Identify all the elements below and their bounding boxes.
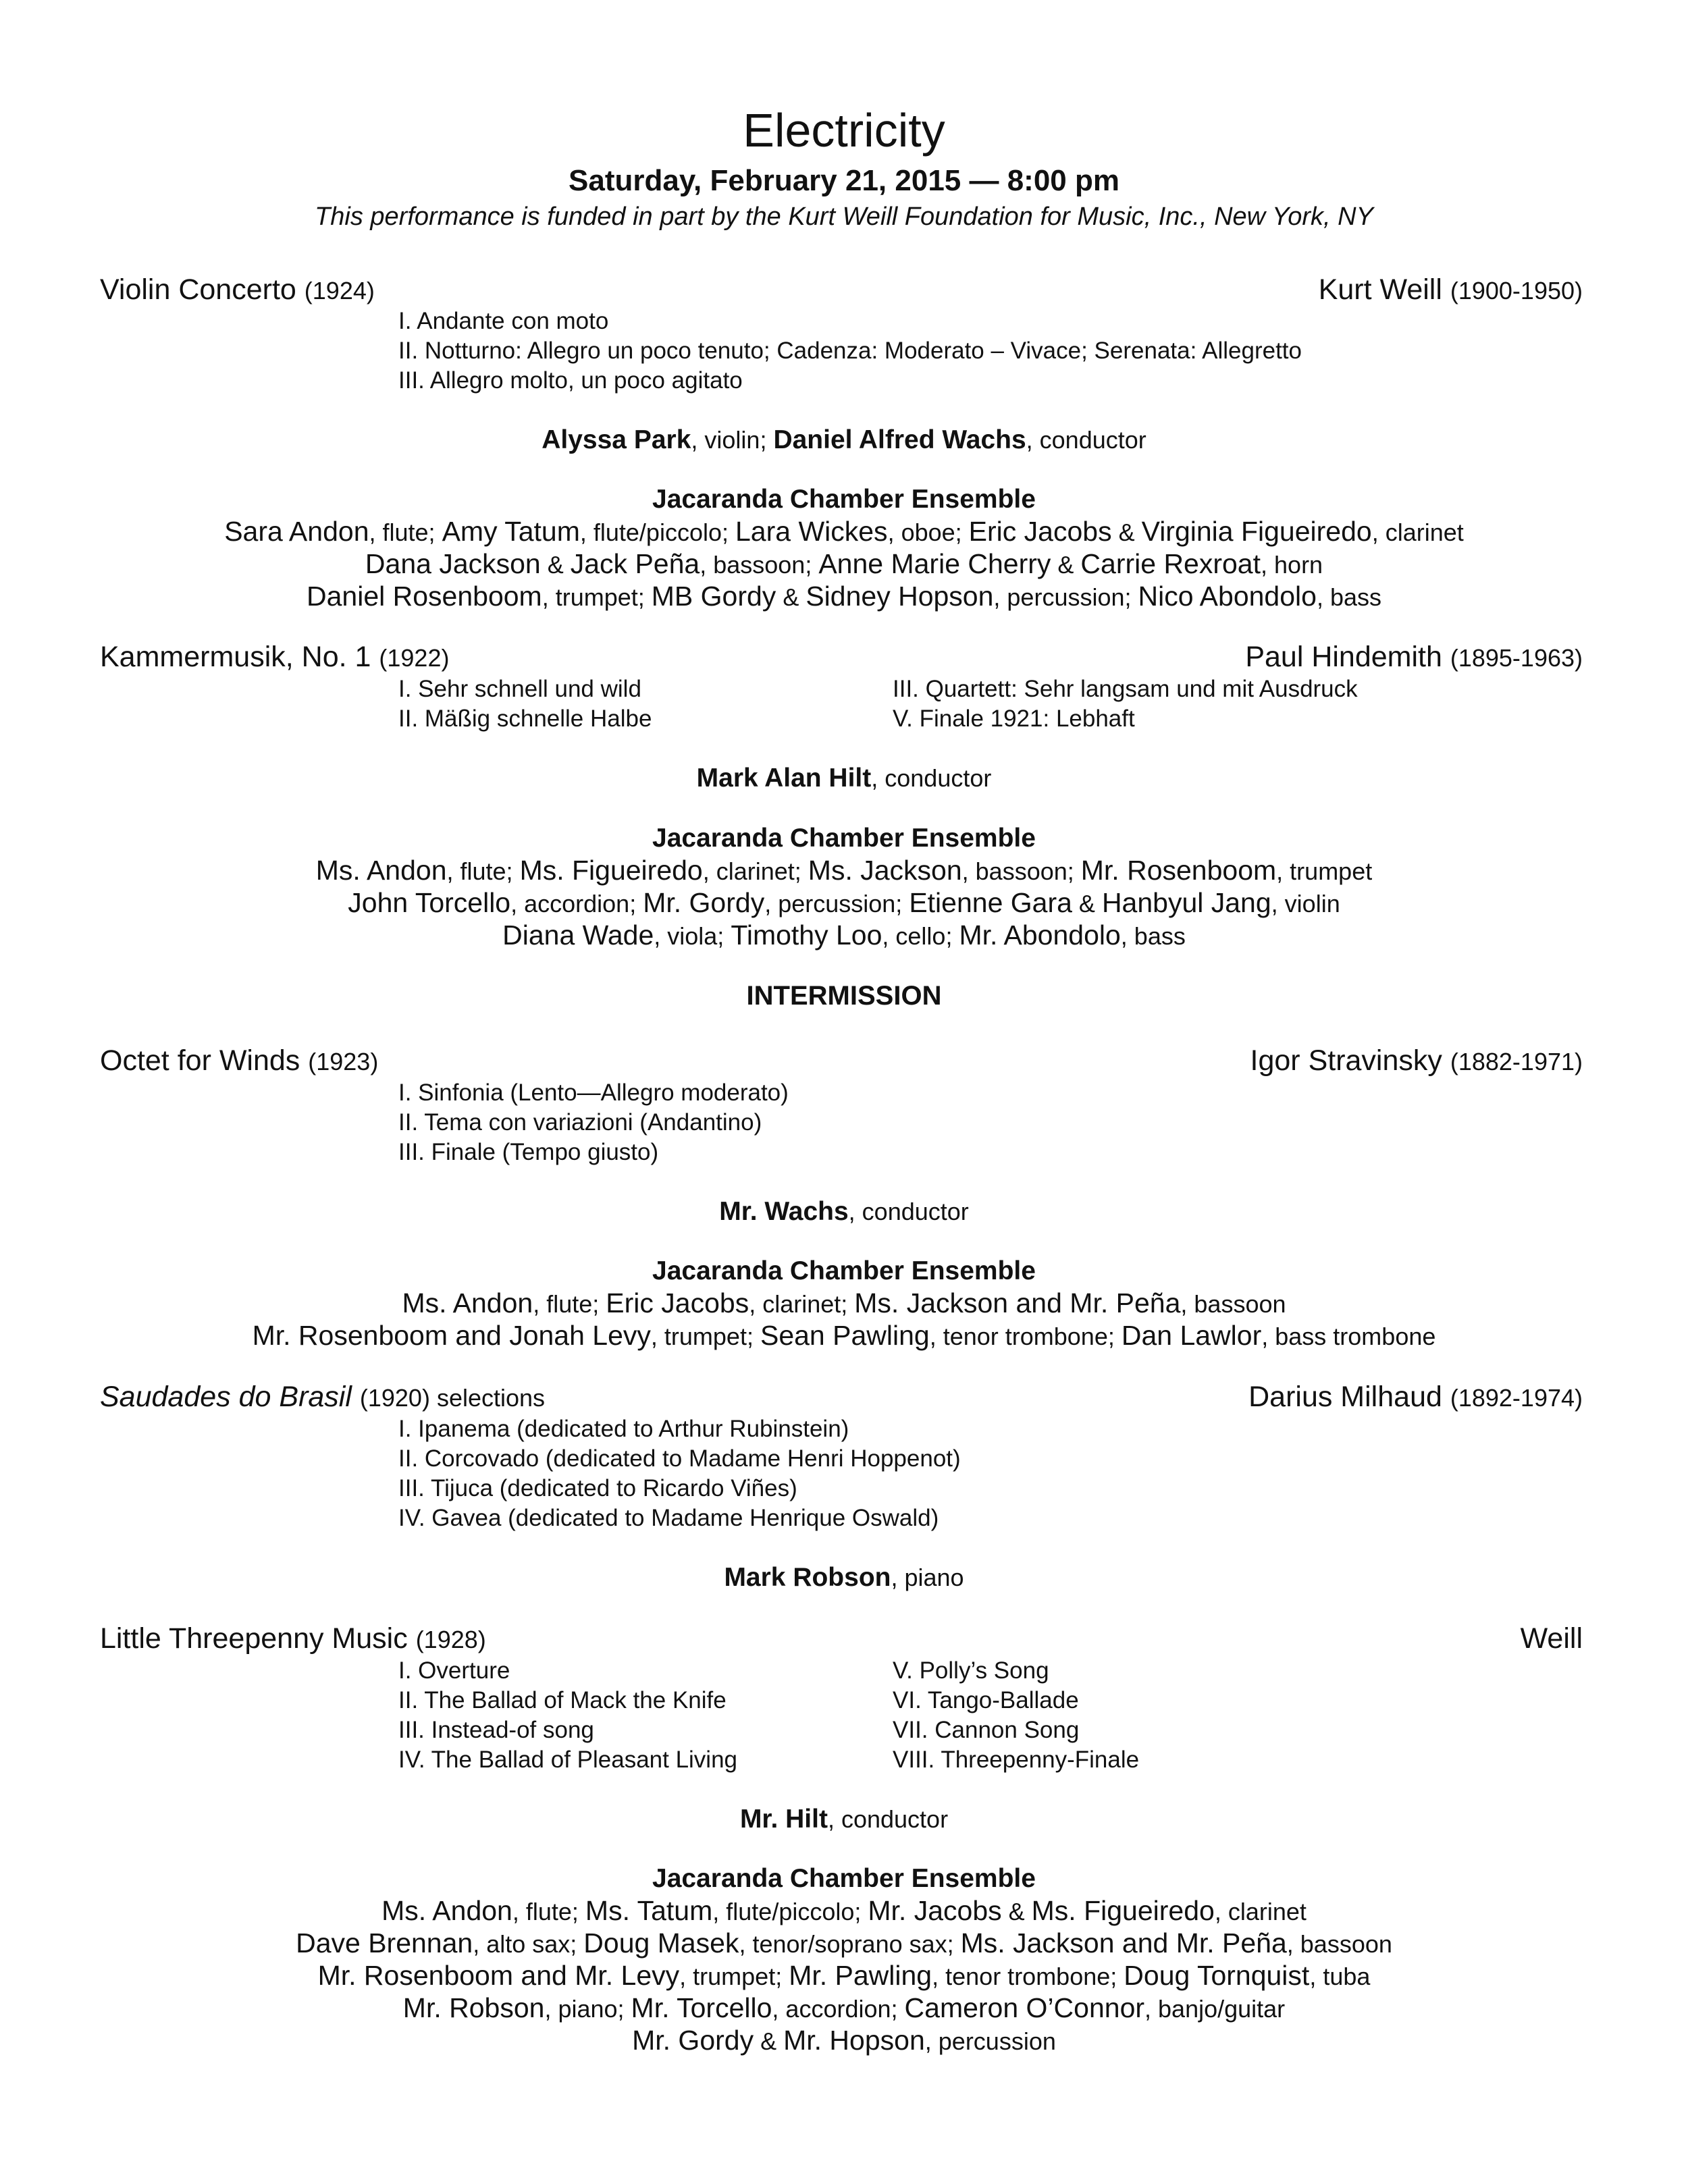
musician-name: Mr. Rosenboom and Mr. Levy xyxy=(317,1960,680,1991)
instrument: , trumpet xyxy=(1276,857,1373,885)
intermission-heading: INTERMISSION xyxy=(746,981,942,1011)
musician-name: Carrie Rexroat xyxy=(1080,548,1261,579)
musician-name: Dave Brennan xyxy=(296,1927,473,1959)
ensemble-heading: Jacaranda Chamber Ensemble xyxy=(652,485,1036,514)
musician-name: Doug Tornquist xyxy=(1124,1960,1310,1991)
instrument: , horn xyxy=(1261,551,1323,579)
work-title: Saudades do Brasil xyxy=(100,1381,352,1413)
musician-name: Jack Peña xyxy=(570,548,700,579)
composer-line xyxy=(1248,1383,1583,1412)
roster-line xyxy=(0,518,1688,545)
instrument: , tenor/soprano sax; xyxy=(739,1930,961,1958)
instrument: , viola; xyxy=(654,922,731,950)
movement: V. Finale 1921: Lebhaft xyxy=(893,705,1135,732)
instrument: , bass xyxy=(1316,583,1381,611)
musician-name: Daniel Rosenboom xyxy=(307,581,542,612)
musician-name: Amy Tatum xyxy=(442,516,580,547)
musician-name: Sara Andon xyxy=(224,516,369,547)
work-title: Little Threepenny Music xyxy=(100,1622,408,1655)
musician-name: MB Gordy xyxy=(651,581,776,612)
composer-line xyxy=(1245,643,1583,672)
instrument: , bassoon xyxy=(1286,1930,1392,1958)
movement: VI. Tango-Ballade xyxy=(893,1687,1079,1713)
composer-line xyxy=(1319,275,1583,304)
musician-name: Mr. Jacobs xyxy=(868,1895,1002,1926)
instrument: & xyxy=(1001,1898,1032,1925)
instrument: , clarinet; xyxy=(702,857,808,885)
performer-role: , violin; xyxy=(691,426,774,454)
instrument: , bass trombone xyxy=(1261,1323,1436,1350)
musician-name: Hanbyul Jang xyxy=(1101,887,1271,918)
instrument: , alto sax; xyxy=(473,1930,584,1958)
work-title-line xyxy=(100,643,449,672)
musician-name: Lara Wickes xyxy=(735,516,888,547)
roster-line xyxy=(0,583,1688,610)
performer-name: Mr. Wachs xyxy=(719,1197,849,1226)
composer-name: Darius Milhaud xyxy=(1248,1381,1442,1413)
musician-name: Virginia Figueiredo xyxy=(1141,516,1372,547)
musician-name: Ms. Jackson and Mr. Peña xyxy=(854,1287,1181,1319)
roster-line xyxy=(0,1994,1688,2022)
composer-name: Igor Stravinsky xyxy=(1250,1044,1442,1077)
work-year: (1923) xyxy=(308,1048,379,1075)
roster-line xyxy=(0,550,1688,578)
performer-role: , conductor xyxy=(848,1198,969,1225)
instrument: , accordion; xyxy=(772,1995,905,2023)
work-title-line xyxy=(100,1383,545,1412)
composer-name: Kurt Weill xyxy=(1318,273,1442,306)
musician-name: Sean Pawling xyxy=(760,1320,930,1351)
instrument: , trumpet; xyxy=(679,1963,789,1990)
movement: III. Instead-of song xyxy=(398,1717,594,1743)
movement: VII. Cannon Song xyxy=(893,1717,1080,1743)
instrument: , percussion xyxy=(924,2027,1056,2055)
ensemble-heading: Jacaranda Chamber Ensemble xyxy=(652,1256,1036,1285)
roster-line xyxy=(0,1929,1688,1957)
instrument: & xyxy=(754,2027,784,2055)
instrument: , bassoon; xyxy=(961,857,1081,885)
performer-name: Alyssa Park xyxy=(542,425,691,454)
roster-line xyxy=(0,2027,1688,2054)
instrument: , flute/piccolo; xyxy=(579,518,735,546)
work-title: Kammermusik, No. 1 xyxy=(100,641,371,673)
musician-name: Timothy Loo xyxy=(731,920,882,951)
instrument: , accordion; xyxy=(510,890,643,917)
performers-line xyxy=(0,1198,1688,1225)
ensemble-heading: Jacaranda Chamber Ensemble xyxy=(652,1864,1036,1893)
movement: II. Tema con variazioni (Andantino) xyxy=(398,1109,762,1136)
performer-name: Mr. Hilt xyxy=(739,1805,828,1834)
composer-name: Weill xyxy=(1520,1622,1583,1655)
musician-name: Eric Jacobs xyxy=(606,1287,749,1319)
performer-role: , conductor xyxy=(871,764,992,792)
movement: I. Sinfonia (Lento—Allegro moderato) xyxy=(398,1080,789,1106)
movement: II. Corcovado (dedicated to Madame Henri Hoppenot) xyxy=(398,1445,961,1472)
work-title-line xyxy=(100,275,375,304)
instrument: , tenor trombone; xyxy=(929,1323,1122,1350)
movement: VIII. Threepenny-Finale xyxy=(893,1747,1140,1773)
musician-name: Ms. Jackson xyxy=(808,855,962,886)
program-title: Electricity xyxy=(743,104,945,157)
instrument: , flute; xyxy=(446,857,520,885)
work-title: Octet for Winds xyxy=(100,1044,300,1077)
performer-role: , conductor xyxy=(827,1805,949,1833)
instrument: & xyxy=(776,583,806,611)
instrument: , cello; xyxy=(882,922,959,950)
instrument: , bass xyxy=(1120,922,1186,950)
work-title: Violin Concerto xyxy=(100,273,296,306)
instrument: , flute; xyxy=(512,1898,585,1925)
musician-name: Ms. Andon xyxy=(315,855,447,886)
movement: III. Allegro molto, un poco agitato xyxy=(398,367,743,394)
musician-name: Eric Jacobs xyxy=(968,516,1112,547)
composer-line xyxy=(1250,1046,1583,1075)
musician-name: Mr. Gordy xyxy=(632,2025,754,2056)
musician-name: Mr. Abondolo xyxy=(959,920,1121,951)
movement: II. Mäßig schnelle Halbe xyxy=(398,705,652,732)
roster-line xyxy=(0,857,1688,884)
instrument: , flute; xyxy=(369,518,442,546)
work-extra: selections xyxy=(429,1384,546,1412)
instrument: , tuba xyxy=(1309,1963,1371,1990)
musician-name: Mr. Rosenboom and Jonah Levy xyxy=(252,1320,651,1351)
movement: IV. Gavea (dedicated to Madame Henrique Oswald) xyxy=(398,1505,939,1531)
musician-name: Sidney Hopson xyxy=(806,581,994,612)
composer-dates: (1882-1971) xyxy=(1450,1048,1583,1075)
instrument: , flute/piccolo; xyxy=(712,1898,868,1925)
roster-line xyxy=(0,1962,1688,1990)
composer-dates: (1895-1963) xyxy=(1450,644,1583,672)
performer-name: Mark Robson xyxy=(724,1563,891,1592)
composer-dates: (1900-1950) xyxy=(1450,277,1583,304)
instrument: , clarinet xyxy=(1371,518,1464,546)
composer-name: Paul Hindemith xyxy=(1245,641,1442,673)
work-year: (1928) xyxy=(415,1626,486,1653)
musician-name: Ms. Figueiredo xyxy=(1031,1895,1215,1926)
instrument: , banjo/guitar xyxy=(1144,1995,1286,2023)
instrument: & xyxy=(1072,890,1102,917)
musician-name: Etienne Gara xyxy=(909,887,1072,918)
musician-name: Mr. Hopson xyxy=(783,2025,925,2056)
instrument: , tenor trombone; xyxy=(932,1963,1124,1990)
roster-line xyxy=(0,922,1688,949)
musician-name: Dana Jackson xyxy=(365,548,541,579)
instrument: & xyxy=(1111,518,1142,546)
musician-name: John Torcello xyxy=(348,887,511,918)
instrument: , oboe; xyxy=(887,518,969,546)
instrument: , trumpet; xyxy=(650,1323,760,1350)
movement: III. Quartett: Sehr langsam und mit Ausdruck xyxy=(893,676,1358,702)
ensemble-heading: Jacaranda Chamber Ensemble xyxy=(652,824,1036,853)
musician-name: Ms. Andon xyxy=(381,1895,512,1926)
movement: II. The Ballad of Mack the Knife xyxy=(398,1687,727,1713)
performers-line xyxy=(0,765,1688,791)
instrument: , trumpet; xyxy=(542,583,652,611)
musician-name: Mr. Pawling xyxy=(789,1960,932,1991)
instrument: & xyxy=(1051,551,1081,579)
musician-name: Anne Marie Cherry xyxy=(818,548,1051,579)
musician-name: Diana Wade xyxy=(502,920,654,951)
musician-name: Ms. Jackson and Mr. Peña xyxy=(960,1927,1287,1959)
musician-name: Nico Abondolo xyxy=(1138,581,1317,612)
roster-line xyxy=(0,889,1688,917)
musician-name: Ms. Figueiredo xyxy=(519,855,703,886)
musician-name: Ms. Tatum xyxy=(585,1895,713,1926)
musician-name: Ms. Andon xyxy=(402,1287,533,1319)
musician-name: Dan Lawlor xyxy=(1121,1320,1262,1351)
concert-date: Saturday, February 21, 2015 — 8:00 pm xyxy=(569,164,1119,197)
movement: I. Overture xyxy=(398,1657,510,1684)
performers-line xyxy=(0,427,1688,453)
instrument: , bassoon xyxy=(1180,1290,1286,1318)
performer-name: Mark Alan Hilt xyxy=(696,764,872,793)
work-year: (1922) xyxy=(379,644,450,672)
performers-line xyxy=(0,1564,1688,1591)
musician-name: Mr. Rosenboom xyxy=(1080,855,1277,886)
performer-role: , conductor xyxy=(1026,426,1146,454)
roster-line xyxy=(0,1289,1688,1317)
work-year: (1924) xyxy=(304,277,375,304)
instrument: , clarinet xyxy=(1214,1898,1307,1925)
instrument: , clarinet; xyxy=(749,1290,855,1318)
performer-role: , piano xyxy=(891,1564,964,1591)
instrument: , flute; xyxy=(533,1290,606,1318)
work-title-line xyxy=(100,1046,378,1075)
instrument: , percussion; xyxy=(764,890,909,917)
instrument: , violin xyxy=(1271,890,1340,917)
instrument: , piano; xyxy=(544,1995,631,2023)
instrument: , percussion; xyxy=(993,583,1138,611)
movement: I. Ipanema (dedicated to Arthur Rubinstein) xyxy=(398,1416,849,1442)
performer-name: Daniel Alfred Wachs xyxy=(773,425,1026,454)
musician-name: Cameron O’Connor xyxy=(904,1992,1145,2023)
musician-name: Mr. Torcello xyxy=(631,1992,772,2023)
movement: III. Tijuca (dedicated to Ricardo Viñes) xyxy=(398,1475,797,1501)
instrument: , bassoon; xyxy=(700,551,819,579)
movement: III. Finale (Tempo giusto) xyxy=(398,1139,659,1165)
performers-line xyxy=(0,1806,1688,1832)
roster-line xyxy=(0,1322,1688,1350)
work-year: (1920) xyxy=(359,1384,430,1412)
movement: I. Sehr schnell und wild xyxy=(398,676,641,702)
musician-name: Doug Masek xyxy=(583,1927,739,1959)
work-title-line xyxy=(100,1624,486,1653)
movement: I. Andante con moto xyxy=(398,308,609,334)
musician-name: Mr. Gordy xyxy=(643,887,765,918)
roster-line xyxy=(0,1897,1688,1925)
composer-line xyxy=(1521,1624,1583,1653)
composer-dates: (1892-1974) xyxy=(1450,1384,1583,1412)
movement: IV. The Ballad of Pleasant Living xyxy=(398,1747,738,1773)
movement: V. Polly’s Song xyxy=(893,1657,1049,1684)
instrument: & xyxy=(540,551,571,579)
movement: II. Notturno: Allegro un poco tenuto; Cadenza: Moderato – Vivace; Serenata: Allegretto xyxy=(398,338,1302,364)
musician-name: Mr. Robson xyxy=(402,1992,545,2023)
funding-note: This performance is funded in part by the Kurt Weill Foundation for Music, Inc., New York, NY xyxy=(315,203,1373,231)
